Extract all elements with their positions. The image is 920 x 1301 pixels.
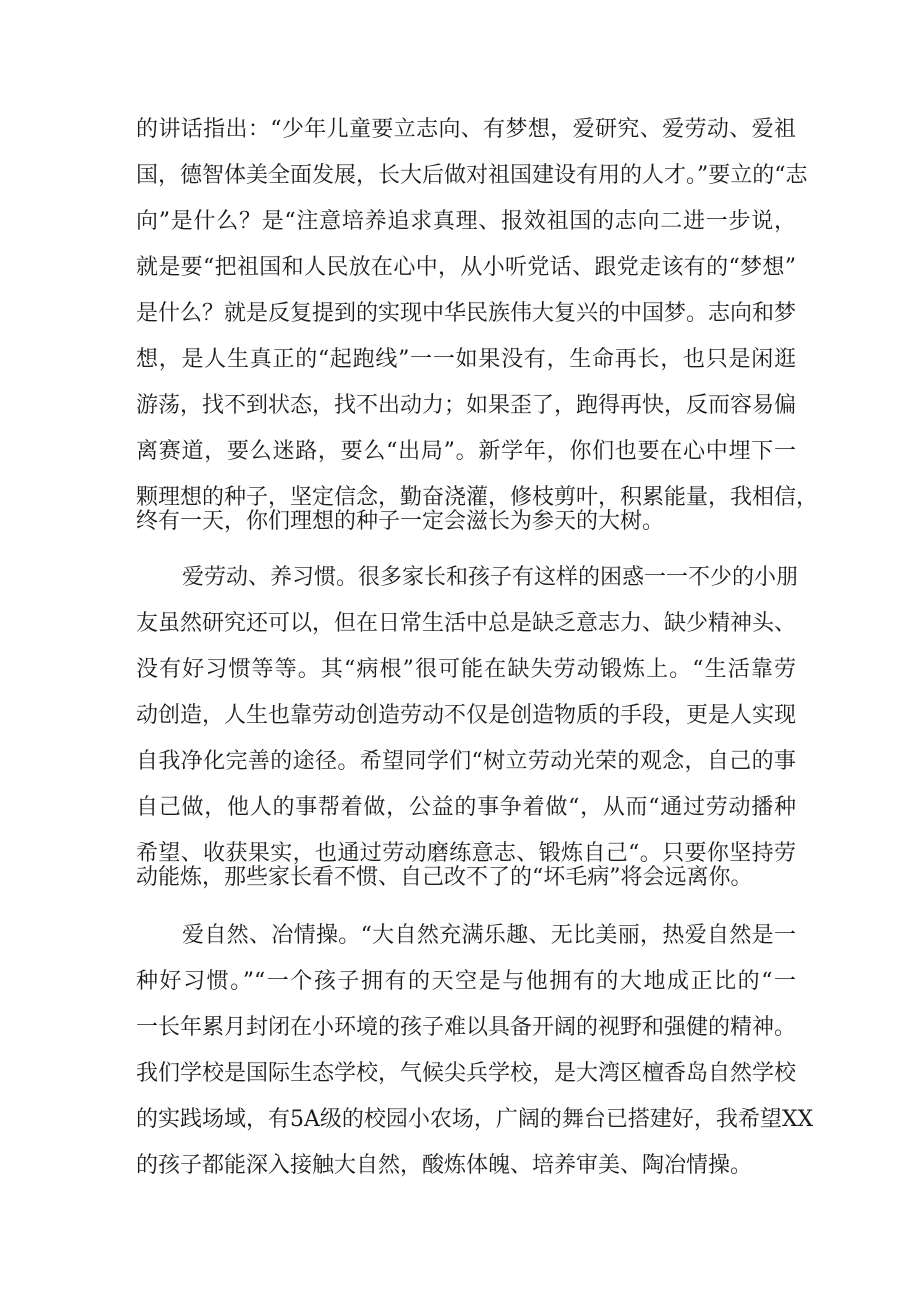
paragraph-3-line-3: 一长年累月封闭在小环境的孩子难以具备开阔的视野和强健的精神。	[136, 1015, 797, 1040]
paragraph-2-line-5: 自我净化完善的途径。希望同学们“树立劳动光荣的观念，自己的事	[136, 749, 796, 774]
paragraph-1-line-4: 就是要“把祖国和人民放在心中，从小听党话、跟党走该有的“梦想”	[136, 255, 796, 280]
paragraph-2-line-7: 希望、收获果实，也通过劳动磨练意志、锻炼自己“。只要你坚持劳	[136, 841, 796, 866]
paragraph-2-line-1: 爱劳动、养习惯。很多家长和孩子有这样的困惑一一不少的小朋	[182, 565, 799, 590]
paragraph-3-line-1: 爱自然、冶情操。“大自然充满乐趣、无比美丽，热爱自然是一	[182, 923, 796, 948]
paragraph-3-line-2: 种好习惯。”“一个孩子拥有的天空是与他拥有的大地成正比的“一	[136, 969, 796, 994]
paragraph-2-line-8: 动能炼，那些家长看不惯、自己改不了的“坏毛病”将会远离你。	[136, 865, 753, 890]
paragraph-1-line-7: 游荡，找不到状态，找不出动力；如果歪了，跑得再快，反而容易偏	[136, 393, 797, 418]
paragraph-1-line-3: 向”是什么？是“注意培养追求真理、报效祖国的志向二进一步说，	[136, 209, 796, 234]
paragraph-1-line-6: 想，是人生真正的“起跑线”一一如果没有，生命再长，也只是闲逛	[136, 347, 796, 372]
paragraph-3-line-6: 的孩子都能深入接触大自然，酸炼体魄、培养审美、陶冶情操。	[136, 1153, 753, 1178]
paragraph-3-line-4: 我们学校是国际生态学校，气候尖兵学校，是大湾区檀香岛自然学校	[136, 1061, 797, 1086]
paragraph-1-line-1: 的讲话指出：“少年儿童要立志向、有梦想，爱研究、爱劳动、爱祖	[136, 117, 796, 142]
paragraph-1-line-10: 终有一天，你们理想的种子一定会滋长为参天的大树。	[136, 509, 665, 534]
paragraph-2-line-4: 动创造，人生也靠劳动创造劳动不仅是创造物质的手段，更是人实现	[136, 703, 797, 728]
paragraph-2-line-6: 自己做，他人的事帮着做，公益的事争着做“，从而“通过劳动播种	[136, 795, 796, 820]
paragraph-1-line-2: 国，德智体美全面发展，长大后做对祖国建设有用的人才。”要立的“志	[136, 163, 808, 188]
paragraph-1-line-8: 离赛道，要么迷路，要么“出局”。新学年，你们也要在心中埋下一	[136, 439, 796, 464]
paragraph-1-line-5: 是什么？就是反复提到的实现中华民族伟大复兴的中国梦。志向和梦	[136, 301, 797, 326]
paragraph-3-line-5: 的实践场域，有5A级的校园小农场，广阔的舞台已搭建好，我希望XX	[136, 1107, 814, 1132]
paragraph-2-line-3: 没有好习惯等等。其“病根”很可能在缺失劳动锻炼上。“生活靠劳	[136, 657, 796, 682]
paragraph-2-line-2: 友虽然研究还可以，但在日常生活中总是缺乏意志力、缺少精神头、	[136, 611, 797, 636]
paragraph-1-line-9: 颗理想的种子，坚定信念，勤奋浇灌，修枝剪叶，积累能量，我相信，	[136, 485, 819, 510]
